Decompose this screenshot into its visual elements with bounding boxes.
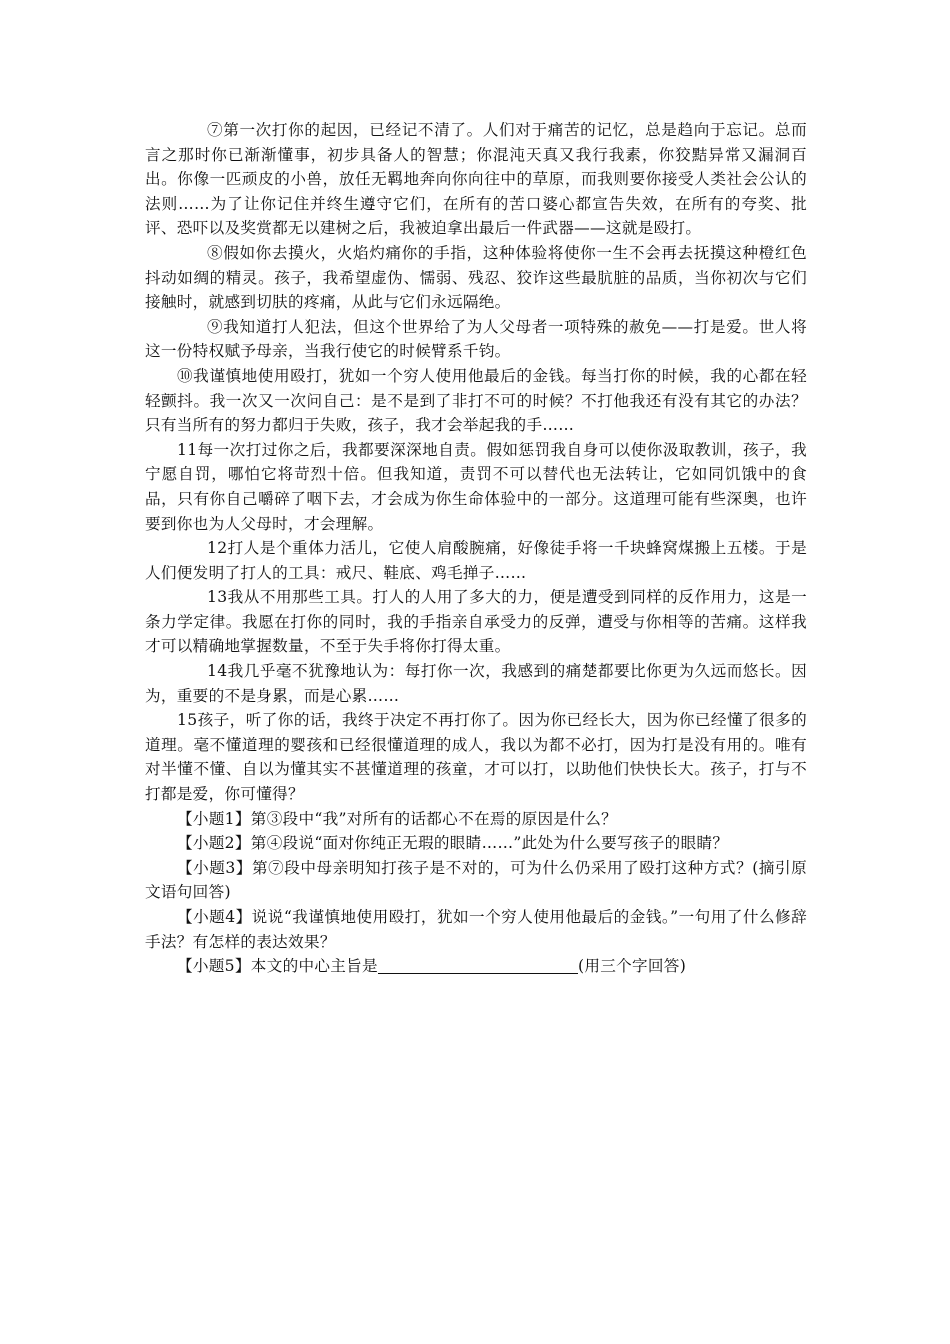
question-5-suffix: (用三个字回答)	[577, 957, 687, 976]
question-2: 【小题2】第④段说“面对你纯正无瑕的眼睛……”此处为什么要写孩子的眼睛？	[177, 834, 729, 853]
answer-blank[interactable]	[378, 957, 578, 974]
question-4: 【小题4】说说“我谨慎地使用殴打，犹如一个穷人使用他最后的金钱。”一句用了什么修辞手法？有怎样的表达效果？	[145, 908, 807, 951]
question-5	[145, 954, 807, 979]
question-5-prefix: 【小题5】本文的中心主旨是	[177, 957, 378, 976]
paragraph-10: ⑩我谨慎地使用殴打，犹如一个穷人使用他最后的金钱。每当打你的时候，我的心都在轻轻颤抖。我一次又一次问自己：是不是到了非打不可的时候？不打他我还有没有其它的办法？只有当所有的努力都归于失败，孩子，我才会举起我的手……	[145, 366, 807, 435]
paragraph-9: ⑨我知道打人犯法，但这个世界给了为人父母者一项特殊的赦免——打是爱。世人将这一份特权赋予母亲，当我行使它的时候臂系千钧。	[145, 317, 807, 361]
question-1: 【小题1】第③段中“我”对所有的话都心不在焉的原因是什么？	[177, 809, 618, 828]
paragraph-7: ⑦第一次打你的起因，已经记不清了。人们对于痛苦的记忆，总是趋向于忘记。总而言之那时你已渐渐懂事，初步具备人的智慧；你混沌天真又我行我素，你狡黠异常又漏洞百出。你像一匹顽皮的小兽，放任无羁地奔向你向往中的草原，而我则要你接受人类社会公认的法则……为了让你记住并终生遵守它们，在所有的苦口婆心都宣告失效，在所有的夸奖、批评、恐吓以及奖赏都无以建树之后，我被迫拿出最后一件武器——这就是殴打。	[145, 121, 807, 238]
paragraph-13: 13我从不用那些工具。打人的人用了多大的力，便是遭受到同样的反作用力，这是一条力学定律。我愿在打你的同时，我的手指亲自承受力的反弹，遭受与你相等的苦痛。这样我才可以精确地掌握数量，不至于失手将你打得太重。	[145, 588, 807, 656]
paragraph-11: 11每一次打过你之后，我都要深深地自责。假如惩罚我自身可以使你汲取教训，孩子，我宁愿自罚，哪怕它将苛烈十倍。但我知道，责罚不可以替代也无法转让，它如同饥饿中的食品，只有你自己嚼碎了咽下去，才会成为你生命体验中的一部分。这道理可能有些深奥，也许要到你也为人父母时，才会理解。	[145, 440, 807, 533]
document-body	[145, 118, 807, 979]
question-3: 【小题3】第⑦段中母亲明知打孩子是不对的，可为什么仍采用了殴打这种方式？(摘引原文语句回答)	[145, 858, 807, 902]
paragraph-12: 12打人是个重体力活儿，它使人肩酸腕痛，好像徒手将一千块蜂窝煤搬上五楼。于是人们便发明了打人的工具：戒尺、鞋底、鸡毛掸子……	[145, 539, 807, 582]
paragraph-15: 15孩子，听了你的话，我终于决定不再打你了。因为你已经长大，因为你已经懂了很多的道理。毫不懂道理的婴孩和已经很懂道理的成人，我以为都不必打，因为打是没有用的。唯有对半懂不懂、自以为懂其实不甚懂道理的孩童，才可以打，以助他们快快长大。孩子，打与不打都是爱，你可懂得？	[145, 711, 807, 804]
paragraph-8: ⑧假如你去摸火，火焰灼痛你的手指，这种体验将使你一生不会再去抚摸这种橙红色抖动如绸的精灵。孩子，我希望虚伪、懦弱、残忍、狡诈这些最肮脏的品质，当你初次与它们接触时，就感到切肤的疼痛，从此与它们永远隔绝。	[145, 243, 807, 312]
paragraph-14: 14我几乎毫不犹豫地认为：每打你一次，我感到的痛楚都要比你更为久远而悠长。因为，重要的不是身累，而是心累……	[145, 662, 807, 705]
